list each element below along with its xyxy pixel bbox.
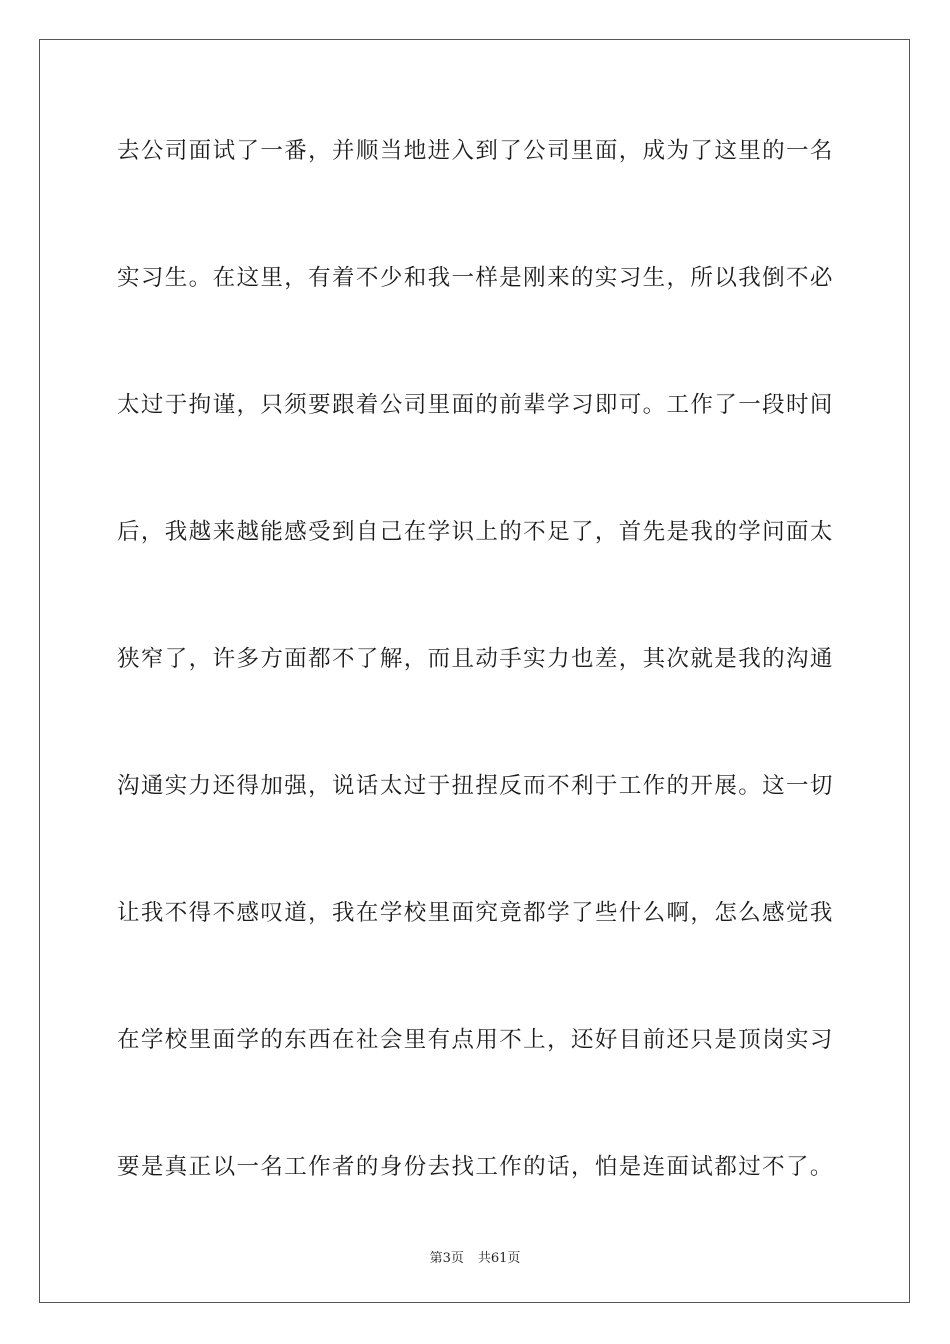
document-body — [117, 128, 833, 1271]
text-line: 要是真正以一名工作者的身份去找工作的话，怕是连面试都过不了。 — [117, 1154, 833, 1180]
text-line: 沟通实力还得加强，说话太过于扭捏反而不利于工作的开展。这一切 — [117, 773, 833, 799]
total-pages: 共61页 — [477, 1251, 521, 1266]
page-number: 第3页 — [429, 1251, 464, 1266]
page-footer — [0, 1247, 950, 1266]
text-line: 后，我越来越能感受到自己在学识上的不足了，首先是我的学问面太 — [117, 519, 833, 545]
text-line: 狭窄了，许多方面都不了解，而且动手实力也差，其次就是我的沟通 — [117, 646, 833, 672]
text-line: 实习生。在这里，有着不少和我一样是刚来的实习生，所以我倒不必 — [117, 265, 833, 291]
text-line: 去公司面试了一番，并顺当地进入到了公司里面，成为了这里的一名 — [117, 138, 833, 164]
text-line: 在学校里面学的东西在社会里有点用不上，还好目前还只是顶岗实习 — [117, 1027, 833, 1053]
text-line: 让我不得不感叹道，我在学校里面究竟都学了些什么啊，怎么感觉我 — [117, 900, 833, 926]
text-line: 太过于拘谨，只须要跟着公司里面的前辈学习即可。工作了一段时间 — [117, 392, 833, 418]
